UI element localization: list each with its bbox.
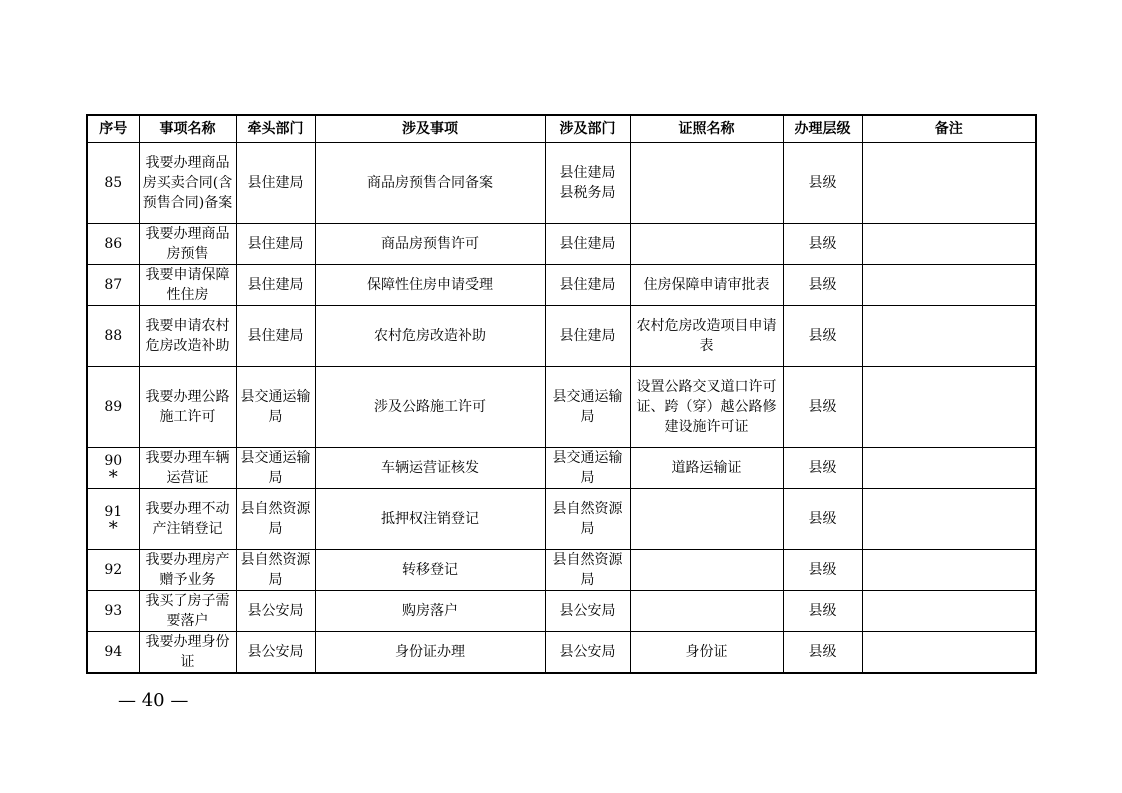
cell-note <box>862 550 1036 591</box>
cell-level: 县级 <box>783 489 862 550</box>
cell-matter-name: 我要办理不动产注销登记 <box>139 489 236 550</box>
cell-involved-dept: 县自然资源局 <box>545 550 630 591</box>
cell-involved-item: 农村危房改造补助 <box>315 306 545 367</box>
cell-note <box>862 224 1036 265</box>
cell-involved-item: 转移登记 <box>315 550 545 591</box>
cell-involved-item: 抵押权注销登记 <box>315 489 545 550</box>
cell-involved-dept: 县交通运输局 <box>545 367 630 448</box>
header-name: 事项名称 <box>139 115 236 143</box>
cell-matter-name: 我要办理车辆运营证 <box>139 448 236 489</box>
cell-license <box>630 550 783 591</box>
cell-level: 县级 <box>783 143 862 224</box>
seq-number: 94 <box>104 644 123 660</box>
cell-license <box>630 591 783 632</box>
cell-seq <box>87 632 139 674</box>
table-row <box>87 489 1036 550</box>
cell-license: 住房保障申请审批表 <box>630 265 783 306</box>
cell-note <box>862 632 1036 674</box>
cell-lead-dept: 县住建局 <box>236 224 315 265</box>
cell-involved-item: 涉及公路施工许可 <box>315 367 545 448</box>
cell-seq <box>87 367 139 448</box>
cell-seq <box>87 591 139 632</box>
cell-involved-item: 商品房预售许可 <box>315 224 545 265</box>
cell-note <box>862 448 1036 489</box>
cell-level: 县级 <box>783 224 862 265</box>
table-row <box>87 632 1036 674</box>
cell-license: 道路运输证 <box>630 448 783 489</box>
page-number: — 40 — <box>118 690 189 711</box>
cell-note <box>862 489 1036 550</box>
header-note: 备注 <box>862 115 1036 143</box>
cell-lead-dept: 县交通运输局 <box>236 448 315 489</box>
cell-matter-name: 我要办理身份证 <box>139 632 236 674</box>
table-row <box>87 265 1036 306</box>
cell-involved-dept: 县住建局 <box>545 224 630 265</box>
table-row <box>87 591 1036 632</box>
header-level: 办理层级 <box>783 115 862 143</box>
header-involved-item: 涉及事项 <box>315 115 545 143</box>
cell-lead-dept: 县自然资源局 <box>236 550 315 591</box>
cell-matter-name: 我买了房子需要落户 <box>139 591 236 632</box>
cell-seq <box>87 265 139 306</box>
cell-seq <box>87 143 139 224</box>
header-license: 证照名称 <box>630 115 783 143</box>
cell-involved-item: 保障性住房申请受理 <box>315 265 545 306</box>
cell-level: 县级 <box>783 306 862 367</box>
seq-number: 87 <box>104 277 123 293</box>
seq-star-mark: * <box>108 467 118 488</box>
cell-note <box>862 591 1036 632</box>
table-row <box>87 367 1036 448</box>
cell-involved-dept: 县自然资源局 <box>545 489 630 550</box>
cell-lead-dept: 县公安局 <box>236 632 315 674</box>
cell-note <box>862 143 1036 224</box>
cell-note <box>862 306 1036 367</box>
cell-seq <box>87 224 139 265</box>
cell-license <box>630 224 783 265</box>
cell-lead-dept: 县住建局 <box>236 265 315 306</box>
header-involved-dept: 涉及部门 <box>545 115 630 143</box>
cell-involved-dept: 县公安局 <box>545 591 630 632</box>
seq-number: 93 <box>104 603 123 619</box>
seq-number: 89 <box>104 399 123 415</box>
cell-note <box>862 367 1036 448</box>
cell-level: 县级 <box>783 265 862 306</box>
cell-matter-name: 我要申请保障性住房 <box>139 265 236 306</box>
header-lead-dept: 牵头部门 <box>236 115 315 143</box>
cell-level: 县级 <box>783 591 862 632</box>
cell-seq <box>87 306 139 367</box>
cell-involved-item: 购房落户 <box>315 591 545 632</box>
table-row <box>87 550 1036 591</box>
cell-involved-dept: 县公安局 <box>545 632 630 674</box>
table-row <box>87 224 1036 265</box>
cell-note <box>862 265 1036 306</box>
cell-involved-dept: 县交通运输局 <box>545 448 630 489</box>
cell-license <box>630 489 783 550</box>
matters-table <box>86 114 1037 674</box>
cell-level: 县级 <box>783 367 862 448</box>
seq-number: 86 <box>104 236 123 252</box>
cell-lead-dept: 县自然资源局 <box>236 489 315 550</box>
cell-matter-name: 我要办理商品房预售 <box>139 224 236 265</box>
cell-lead-dept: 县交通运输局 <box>236 367 315 448</box>
cell-level: 县级 <box>783 632 862 674</box>
table-row <box>87 143 1036 224</box>
cell-seq <box>87 448 139 489</box>
cell-matter-name: 我要办理商品房买卖合同(含预售合同)备案 <box>139 143 236 224</box>
table-row <box>87 306 1036 367</box>
cell-lead-dept: 县住建局 <box>236 306 315 367</box>
cell-involved-item: 商品房预售合同备案 <box>315 143 545 224</box>
cell-involved-dept: 县住建局 县税务局 <box>545 143 630 224</box>
seq-number: 90 <box>104 453 123 469</box>
table-row <box>87 448 1036 489</box>
cell-involved-item: 身份证办理 <box>315 632 545 674</box>
cell-level: 县级 <box>783 550 862 591</box>
cell-seq <box>87 550 139 591</box>
cell-lead-dept: 县公安局 <box>236 591 315 632</box>
seq-number: 92 <box>104 562 123 578</box>
cell-license: 身份证 <box>630 632 783 674</box>
table-body <box>87 143 1036 674</box>
cell-involved-dept: 县住建局 <box>545 306 630 367</box>
header-seq: 序号 <box>87 115 139 143</box>
cell-matter-name: 我要办理房产赠予业务 <box>139 550 236 591</box>
cell-lead-dept: 县住建局 <box>236 143 315 224</box>
cell-matter-name: 我要办理公路施工许可 <box>139 367 236 448</box>
seq-number: 91 <box>104 504 123 520</box>
cell-license: 设置公路交叉道口许可证、跨（穿）越公路修建设施许可证 <box>630 367 783 448</box>
cell-matter-name: 我要申请农村危房改造补助 <box>139 306 236 367</box>
cell-involved-dept: 县住建局 <box>545 265 630 306</box>
cell-involved-item: 车辆运营证核发 <box>315 448 545 489</box>
seq-number: 85 <box>104 175 123 191</box>
seq-number: 88 <box>104 328 123 344</box>
cell-level: 县级 <box>783 448 862 489</box>
cell-license: 农村危房改造项目申请表 <box>630 306 783 367</box>
cell-seq <box>87 489 139 550</box>
seq-star-mark: * <box>108 518 118 539</box>
table-header-row <box>87 115 1036 143</box>
cell-license <box>630 143 783 224</box>
